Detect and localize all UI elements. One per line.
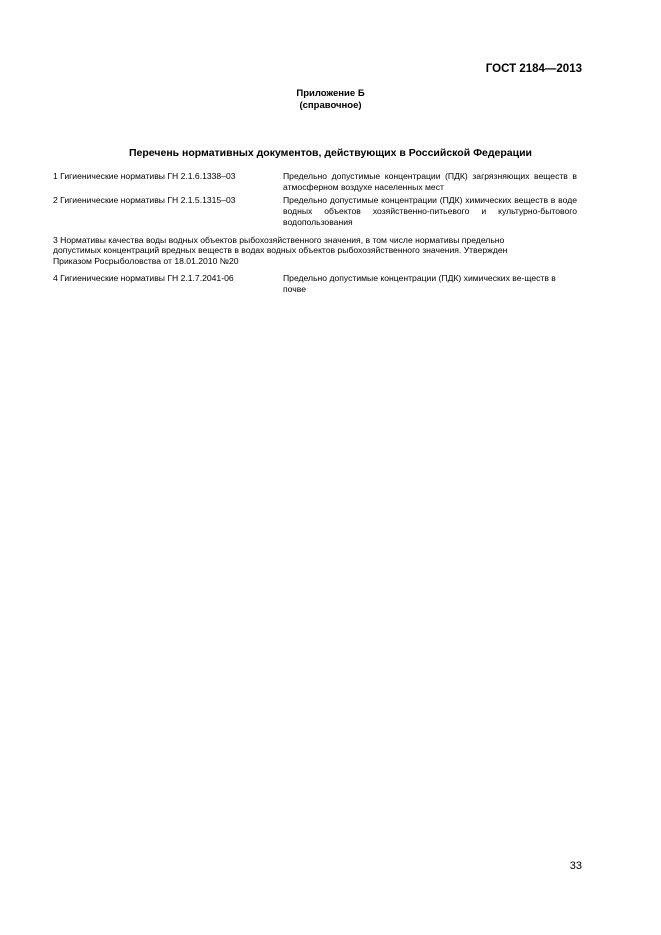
- standard-header: ГОСТ 2184—2013: [485, 63, 582, 75]
- document-name: 1 Гигиенические нормативы ГН 2.1.6.1338–03: [53, 171, 236, 181]
- document-name: 4 Гигиенические нормативы ГН 2.1.7.2041-06: [53, 273, 234, 284]
- list-title: Перечень нормативных документов, действующих в Российской Федерации: [129, 147, 532, 159]
- document-item: [53, 171, 577, 193]
- page-number: 33: [569, 860, 582, 872]
- document-description: Предельно допустимые концентрации (ПДК) загрязняющих веществ в атмосферном воздухе населенных мест: [283, 171, 577, 192]
- document-list: [53, 171, 577, 297]
- annex-title: Приложение Б: [296, 88, 365, 99]
- document-item: [53, 273, 577, 295]
- document-name: 3 Нормативы качества воды водных объектов рыбохозяйственного значения, в том числе нормативы предельно допустимых концентраций вредных веществ в водах водных объектов рыбохозяйственного значения. Утвержден Приказом Росрыболовства от 18.01.2010 №20: [53, 234, 508, 267]
- annex-heading: [0, 88, 661, 112]
- annex-subtitle: (справочное): [299, 100, 362, 111]
- document-name: 2 Гигиенические нормативы ГН 2.1.5.1315–03: [53, 194, 236, 205]
- document-description: Предельно допустимые концентрации (ПДК) химических ве-ществ в почве: [283, 273, 556, 295]
- document-description: Предельно допустимые концентрации (ПДК) химических веществ в воде водных объектов хозяйственно-питьевого и культурно-бытового водопользования: [283, 194, 577, 227]
- document-item: [53, 195, 577, 228]
- document-item: [53, 235, 577, 268]
